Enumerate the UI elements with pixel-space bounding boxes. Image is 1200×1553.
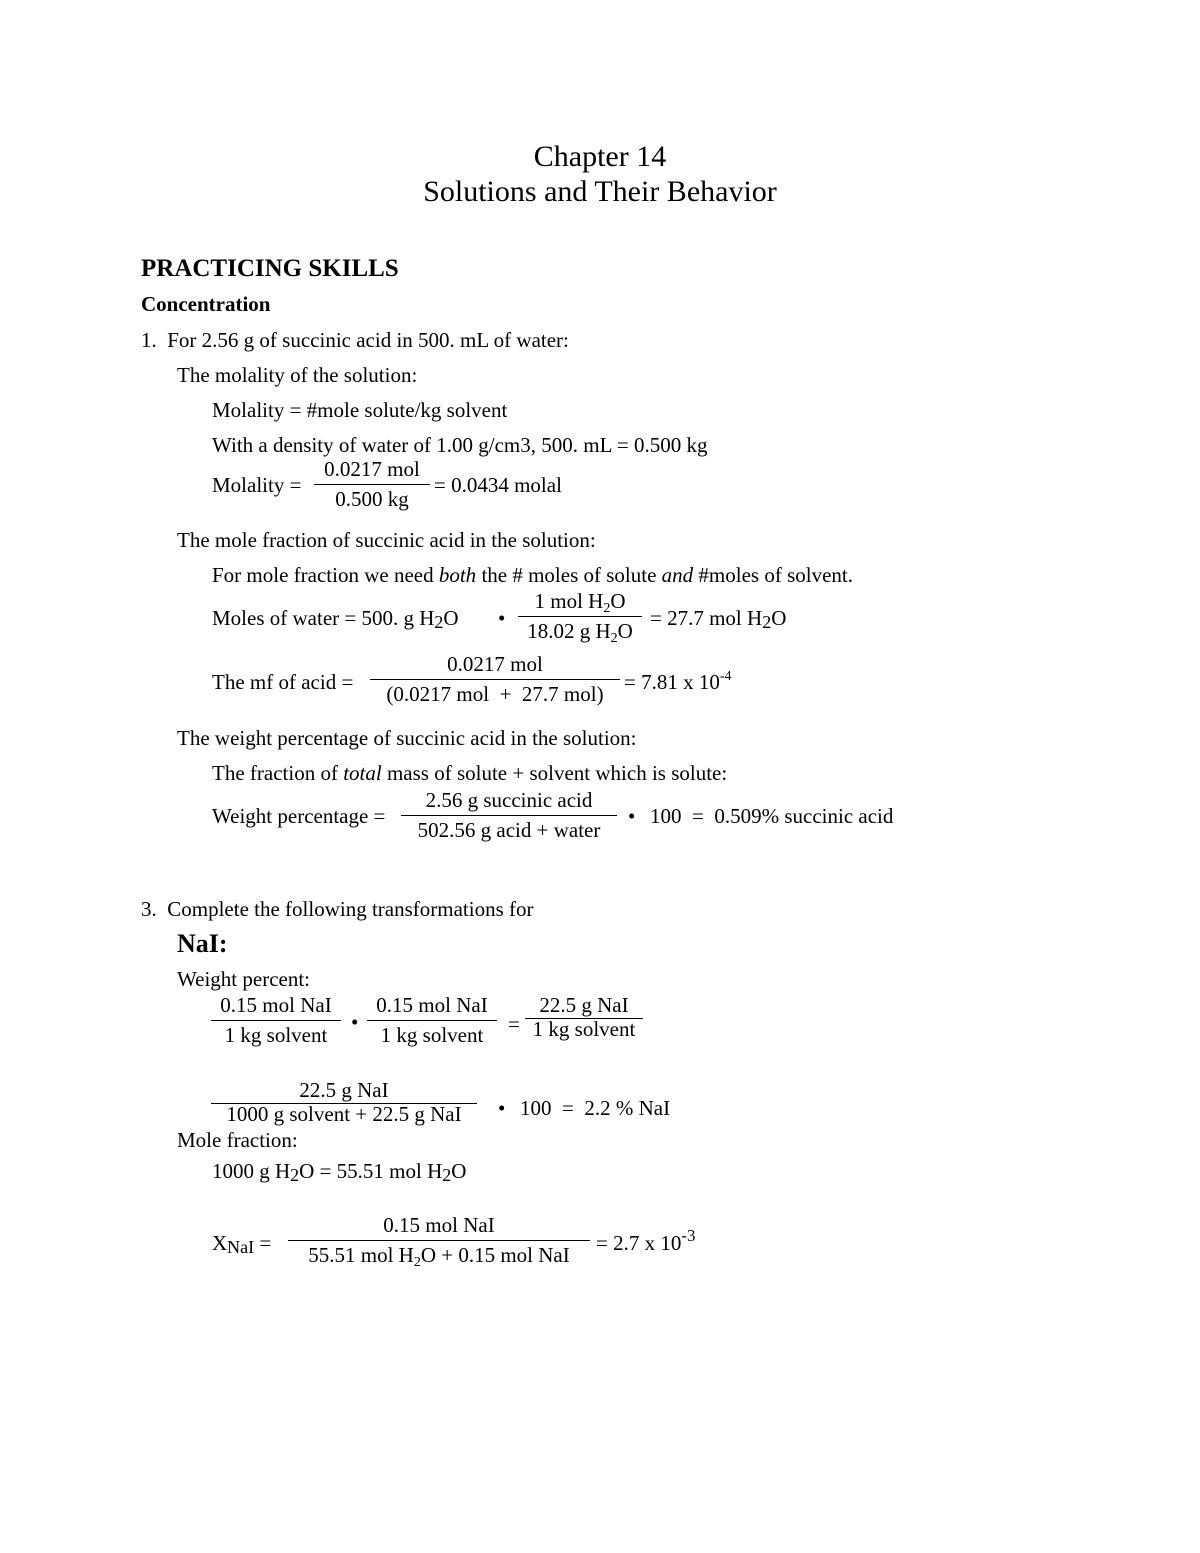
text: O — [771, 606, 787, 630]
nai-weight-result: 100 = 2.2 % NaI — [520, 1096, 671, 1120]
note-text: the # moles of solute — [476, 563, 662, 587]
text: O — [610, 589, 626, 613]
text: = — [254, 1231, 272, 1255]
fraction-denominator: 0.500 kg — [335, 487, 409, 511]
moles-water-lhs — [212, 606, 459, 632]
multiply-bullet: • — [628, 804, 636, 828]
multiply-bullet: • — [498, 606, 506, 630]
chapter-subtitle: Solutions and Their Behavior — [423, 175, 777, 208]
weight-percent-intro: The weight percentage of succinic acid in the solution: — [177, 726, 637, 750]
text: Moles of water = 500. g H — [212, 606, 435, 630]
fraction-denominator: 1 kg solvent — [224, 1023, 328, 1047]
text: O — [451, 1159, 467, 1183]
fraction-numerator: 0.0217 mol — [324, 457, 420, 481]
fraction-numerator: 22.5 g NaI — [539, 993, 629, 1017]
subscript: NaI — [227, 1237, 255, 1257]
text: = 27.7 mol H — [650, 606, 763, 630]
text: O — [617, 619, 633, 643]
text: 1 mol H — [534, 589, 604, 613]
section-heading: PRACTICING SKILLS — [141, 255, 399, 282]
fraction-denominator: (0.0217 mol + 27.7 mol) — [386, 682, 604, 706]
fraction-denominator — [304, 1241, 574, 1270]
x-nai-lhs — [212, 1231, 272, 1257]
nai-fraction-1 — [211, 995, 341, 1046]
density-note: With a density of water of 1.00 g/cm3, 500. mL = 0.500 kg — [212, 433, 708, 457]
fraction-numerator: 0.15 mol NaI — [383, 1213, 495, 1237]
subscript: 2 — [290, 1165, 300, 1185]
fraction-numerator — [530, 591, 629, 616]
molality-fraction — [314, 459, 430, 510]
mole-fraction-intro: The mole fraction of succinic acid in the solution: — [177, 528, 596, 552]
weight-percent-fraction — [401, 790, 617, 841]
subscript: 2 — [413, 1255, 421, 1270]
text: O + 0.15 mol NaI — [420, 1243, 570, 1267]
subscript: 2 — [442, 1165, 452, 1185]
nai-weight-fraction — [211, 1080, 477, 1125]
text: The fraction of — [212, 761, 344, 785]
fraction-denominator: 1 kg solvent — [380, 1023, 484, 1047]
problem-text: For 2.56 g of succinic acid in 500. mL of water: — [167, 328, 569, 352]
exponent: -4 — [719, 669, 732, 684]
x-nai-fraction — [288, 1213, 590, 1270]
subscript: 2 — [762, 612, 772, 632]
problem-3-statement — [141, 899, 534, 920]
fraction-numerator: 0.15 mol NaI — [220, 993, 332, 1017]
fraction-denominator — [523, 617, 637, 646]
molality-result: = 0.0434 molal — [434, 473, 562, 497]
weight-percent-result: 100 = 0.509% succinic acid — [650, 804, 894, 828]
text: = 2.7 x 10 — [596, 1231, 682, 1255]
text: X — [212, 1231, 228, 1255]
nai-fraction-2 — [367, 995, 497, 1046]
text: 55.51 mol H — [308, 1243, 414, 1267]
weight-percent-lhs: Weight percentage = — [212, 804, 386, 828]
problem-number: 3. — [141, 897, 157, 921]
subscript: 2 — [610, 631, 618, 646]
mole-fraction-note — [212, 565, 853, 586]
problem-text: Complete the following transformations for — [167, 897, 534, 921]
equals-sign: = — [508, 1012, 520, 1036]
weight-percent-note — [212, 763, 727, 784]
mole-fraction-label: Mole fraction: — [177, 1128, 298, 1152]
note-emphasis: total — [343, 761, 382, 785]
note-emphasis: and — [661, 563, 694, 587]
text: O = 55.51 mol H — [299, 1159, 443, 1183]
nai-fraction-3 — [525, 995, 643, 1040]
chapter-title: Chapter 14 — [533, 140, 667, 173]
multiply-bullet: • — [351, 1010, 359, 1034]
fraction-numerator: 0.15 mol NaI — [376, 993, 488, 1017]
moles-water-result — [650, 606, 787, 632]
water-conversion-fraction — [518, 589, 642, 646]
exponent: -3 — [681, 1226, 696, 1245]
subscript: 2 — [434, 612, 444, 632]
multiply-bullet: • — [498, 1096, 506, 1120]
text: O — [443, 606, 459, 630]
problem-number: 1. — [141, 328, 157, 352]
compound-label: NaI: — [177, 929, 228, 958]
fraction-numerator: 0.0217 mol — [447, 652, 543, 676]
molality-lhs: Molality = — [212, 473, 302, 497]
fraction-numerator: 2.56 g succinic acid — [425, 788, 593, 812]
note-text: For mole fraction we need — [212, 563, 439, 587]
text: mass of solute + solvent which is solute: — [381, 761, 728, 785]
subscript: 2 — [603, 601, 611, 616]
text: 18.02 g H — [527, 619, 611, 643]
text: = 7.81 x 10 — [624, 670, 720, 694]
molality-definition: Molality = #mole solute/kg solvent — [212, 398, 508, 422]
fraction-denominator: 1000 g solvent + 22.5 g NaI — [226, 1102, 462, 1126]
section-subheading: Concentration — [141, 292, 271, 316]
fraction-denominator: 1 kg solvent — [532, 1017, 636, 1041]
fraction-numerator: 22.5 g NaI — [299, 1078, 389, 1102]
water-moles-line — [212, 1159, 467, 1185]
mf-acid-lhs: The mf of acid = — [212, 670, 354, 694]
fraction-denominator: 502.56 g acid + water — [417, 818, 601, 842]
problem-1-statement — [141, 330, 569, 351]
mf-acid-result — [624, 669, 732, 694]
note-text: #moles of solvent. — [693, 563, 853, 587]
mf-acid-fraction — [370, 654, 620, 705]
molality-intro: The molality of the solution: — [177, 363, 418, 387]
text: 1000 g H — [212, 1159, 291, 1183]
x-nai-result — [596, 1226, 696, 1255]
weight-percent-label: Weight percent: — [177, 967, 311, 991]
note-emphasis: both — [438, 563, 477, 587]
